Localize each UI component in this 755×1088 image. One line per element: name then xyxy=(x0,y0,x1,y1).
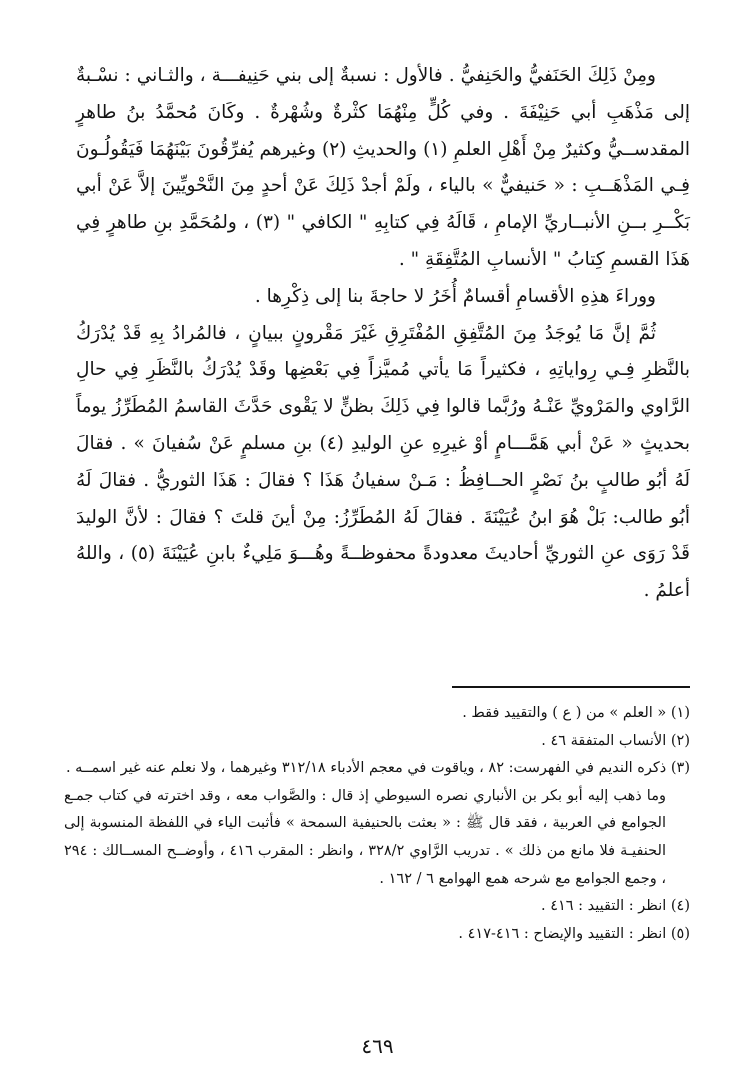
page-number: ٤٦٩ xyxy=(361,1034,394,1058)
footnote: (٣) ذكره النديم في الفهرست: ٨٢ ، وياقوت في معجم الأدباء ٣١٢/١٨ وغيرهما ، ولا نعلم عنه غير اسمــه . xyxy=(65,760,690,777)
footnote: (٢) الأنساب المتفقة ٤٦ . xyxy=(541,732,690,749)
footnote: (١) « العلم » من ( ع ) والتقييد فقط . xyxy=(462,705,690,721)
main-text xyxy=(76,58,690,610)
footnotes xyxy=(64,700,690,948)
paragraph: ووراءَ هذِهِ الأقسامِ أقسامٌ أُخَرُ لا حاجةَ بنا إلى ذِكْرِها . xyxy=(254,285,656,307)
footnote: (٥) انظر : التقييد والإيضاح : ٤١٦-٤١٧ . xyxy=(458,925,690,942)
footnote: (٤) انظر : التقييد : ٤١٦ . xyxy=(540,898,690,915)
footnote-continuation: وما ذهب إليه أبو بكر بن الأنباري نصره السيوطي إذ قال : والصَّواب معه ، وقد اخترته في كتاب جمـع الجوامع في العربية ، فقد قال ﷺ : « بعثت بالحنيفية السمحة » فأثبت الياء في اللفظة المنسوبة إلى الحنفيـة فلا مانع من ذلك » . تدريب الرَّاوي ٣٢٨/٢ ، وانظر : المقرب ٤١٦ ، وأوضــح المســالك : ٢٩٤ ، وجمع الجوامع مع شرحه همع الهوامع ٦ / ١٦٢ . xyxy=(64,787,666,887)
paragraph: ومِنْ ذَلِكَ الحَنَفيُّ والحَنِفيُّ . فالأول : نسبةٌ إلى بني حَنِيفـــة ، والثـاني : نسْـبةٌ إلى مَذْهَبِ أبي حَنِيْفَةَ . وفي كُلٍّ مِنْهُمَا كثْرةٌ وشُهْرةٌ . وكَانَ مُحمَّدُ بنُ طاهرٍ المقدســيُّ وكثيرٌ مِنْ أَهْلِ العلمِ (١) والحديثِ (٢) وغيرهم يُفرِّقُونَ بَيْنَهُمَا فَيَقُولُـونَ فِـي المَذْهَــبِ : « حَنيفيٌّ » بالياء ، ولَمْ أجدْ ذَلِكَ عَنْ أحدٍ مِنَ النَّحْويِّينَ إلاَّ عَنْ أبي بَكْــرِ بــنِ الأنبــاريِّ الإمامِ ، قَالَهُ فِي كتابِهِ " الكافي " (٣) ، ولمُحَمَّدِ بنِ طاهرٍ فِي هَذَا القسمِ كِتابُ " الأنسابِ المُتَّفِقَةِ " . xyxy=(76,65,690,270)
footnote-separator xyxy=(452,686,690,688)
paragraph: ثُمَّ إنَّ مَا يُوجَدُ مِنَ المُتَّفِقِ المُفْتَرِقِ غَيْرَ مَقْرونٍ ببيانٍ ، فالمُرادُ بِهِ قَدْ يُدْرَكُ بالنَّظرِ فِـي رِواياتِهِ ، فكثيراً مَا يأتي مُميَّزاً فِي بَعْضِها وقَدْ يُدْرَكُ بالنَّظَرِ فِي حالِ الرَّاوي والمَرْويِّ عَنْـهُ ورُبَّما قالوا فِي ذَلِكَ بظنٍّ لا يَقْوى حَدَّثَ القاسمُ المُطَرِّزُ يوماً بحديثٍ « عَنْ أبي هَمَّـــامٍ أوْ غيرِهِ عنِ الوليدِ (٤) بنِ مسلمٍ عَنْ سُفيانَ » . فقالَ لَهُ أبُو طالبٍ بنُ نَصْرٍ الحــافِظُ : مَـنْ سفيانُ هَذَا ؟ فقالَ : هَذَا الثوريُّ . فقالَ لَهُ أبُو طالب: بَلْ هُوَ ابنُ عُيَيْنَةَ . فقالَ لَهُ المُطَرِّزُ: مِنْ أينَ قلتَ ؟ فقالَ : لأنَّ الوليدَ قَدْ رَوَى عنِ الثوريِّ أحاديثَ معدودةً محفوظــةً وهُـــوَ مَلِيءٌ بابنِ عُيَيْنَةَ (٥) ، واللهُ أعلمُ . xyxy=(76,322,690,602)
